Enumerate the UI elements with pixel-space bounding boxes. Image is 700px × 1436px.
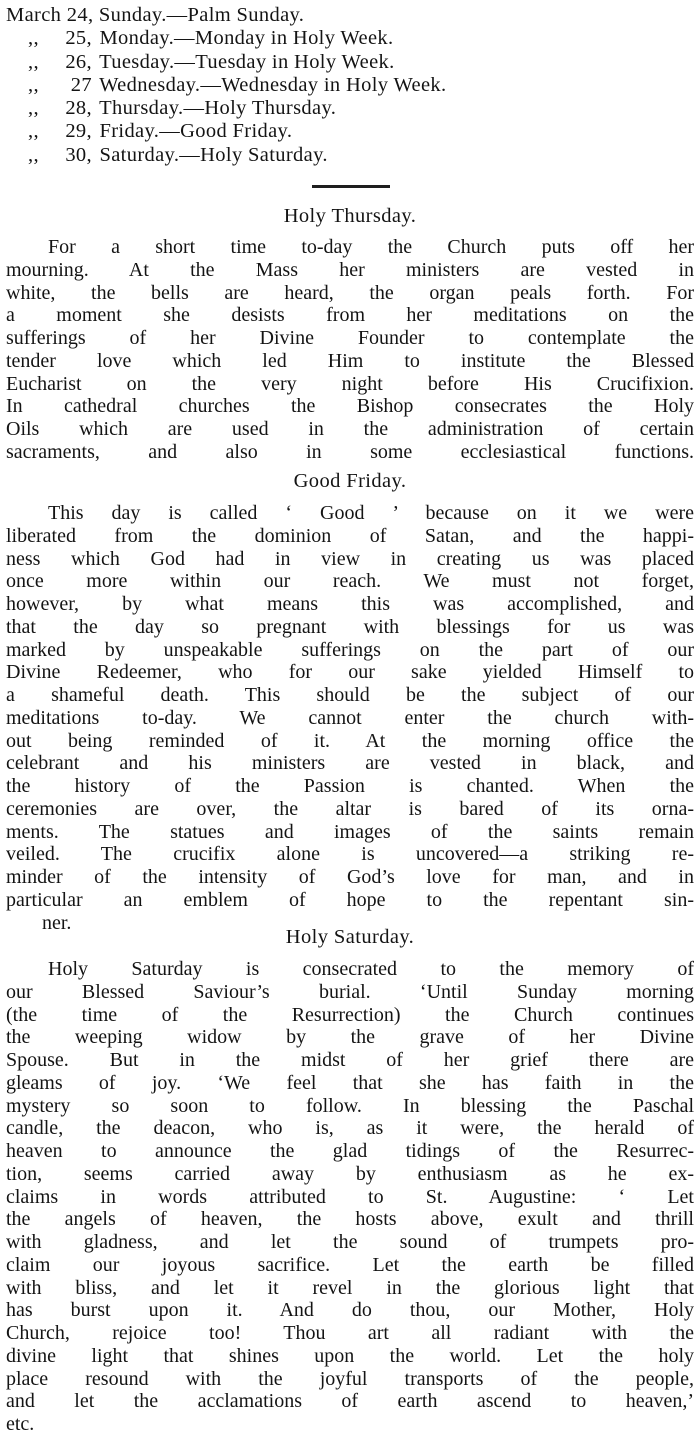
paragraph-line: candle, the deacon, who is, as it were, the herald of [6, 1117, 694, 1140]
paragraph-line: mourning. At the Mass her ministers are vested in [6, 258, 694, 281]
heading-good-friday: Good Friday. [293, 470, 407, 492]
calendar-entry [6, 120, 606, 143]
paragraph-line: sufferings of her Divine Founder to contemplate the [6, 327, 694, 349]
paragraph-line: marked by unspeakable sufferings on the part of our [6, 638, 694, 661]
paragraph-line: Spouse. But in the midst of her grief there are [6, 1049, 694, 1071]
paragraph-line: Church, rejoice too! Thou art all radiant with the [6, 1322, 694, 1344]
paragraph-line: however, by what means this was accomplished, and [6, 593, 694, 615]
section-holy-thursday [6, 236, 694, 464]
calendar-entry [6, 97, 606, 120]
calendar-day: 28, [65, 97, 92, 120]
ditto-mark: ,, [28, 143, 39, 166]
paragraph-line: once more within our reach. We must not forget, [6, 570, 694, 593]
paragraph-line: (the time of the Resurrection) the Church continues [6, 1003, 694, 1026]
section-good-friday [6, 502, 694, 934]
calendar-text: Saturday.—Holy Saturday. [99, 143, 328, 166]
ditto-mark: ,, [28, 50, 39, 73]
calendar-day: 25, [65, 27, 92, 50]
ditto-mark: ,, [28, 27, 39, 50]
paragraph-line: mystery so soon to follow. In blessing the Paschal [6, 1094, 694, 1117]
calendar-text: Sunday.—Palm Sunday. [98, 4, 305, 26]
calendar-entry [6, 144, 606, 167]
paragraph-line: the angels of heaven, the hosts above, exult and thrill [6, 1208, 694, 1231]
ditto-mark: ,, [28, 120, 39, 143]
heading-holy-saturday: Holy Saturday. [285, 926, 415, 948]
paragraph-line: place resound with the joyful transports of the people, [6, 1367, 694, 1390]
paragraph-line: sacraments, and also in some ecclesiastical functions. [6, 440, 694, 463]
paragraph-line: Eucharist on the very night before His Crucifixion. [6, 372, 694, 395]
paragraph-line: This day is called ‘ Good ’ because on it we were [48, 502, 694, 524]
paragraph-line: meditations to-day. We cannot enter the church with- [6, 706, 694, 729]
ditto-mark: ,, [28, 97, 39, 120]
section-divider [312, 185, 390, 188]
calendar-text: Tuesday.—Tuesday in Holy Week. [99, 50, 395, 73]
paragraph-line: celebrant and his ministers are vested in black, and [6, 752, 694, 775]
calendar-day: 29, [65, 120, 92, 143]
paragraph-line: Holy Saturday is consecrated to the memory of [48, 958, 694, 980]
paragraph-line: a moment she desists from her meditations on the [6, 304, 694, 327]
paragraph-line: particular an emblem of hope to the repentant sin- [6, 888, 694, 911]
calendar-entry [6, 74, 606, 97]
paragraph-line: In cathedral churches the Bishop consecrates the Holy [6, 395, 694, 418]
paragraph-line: tion, seems carried away by enthusiasm as he ex- [6, 1162, 694, 1185]
paragraph-line: our Blessed Saviour’s burial. ‘Until Sunday morning [6, 980, 694, 1003]
calendar-day: 27 [70, 73, 92, 96]
paragraph-line: white, the bells are heard, the organ peals forth. For [6, 281, 694, 304]
paragraph-line: heaven to announce the glad tidings of the Resurrec- [6, 1140, 694, 1162]
section-holy-saturday [6, 958, 694, 1436]
paragraph-line: tender love which led Him to institute the Blessed [6, 349, 694, 372]
calendar-entry [6, 4, 606, 27]
calendar-text: Friday.—Good Friday. [99, 120, 293, 143]
paragraph-line: veiled. The crucifix alone is uncovered—a striking re- [6, 843, 694, 866]
paragraph-line: liberated from the dominion of Satan, and the happi- [6, 524, 694, 547]
paragraph-line: Divine Redeemer, who for our sake yielded Himself to [6, 661, 694, 684]
paragraph-line: claim our joyous sacrifice. Let the earth be filled [6, 1253, 694, 1276]
paragraph-line: claims in words attributed to St. Augustine: ‘ Let [6, 1185, 694, 1208]
calendar-entry [6, 27, 606, 50]
paragraph-line: with bliss, and let it revel in the glorious light that [6, 1276, 694, 1299]
calendar-entry [6, 51, 606, 74]
paragraph-line: ness which God had in view in creating us was placed [6, 547, 694, 570]
calendar-day: 26, [65, 50, 92, 73]
paragraph-line: and let the acclamations of earth ascend to heaven,’ [6, 1390, 694, 1413]
paragraph-line: the history of the Passion is chanted. When the [6, 775, 694, 797]
paragraph-line: the weeping widow by the grave of her Divine [6, 1026, 694, 1049]
calendar-day: 24, [66, 4, 94, 26]
paragraph-line: has burst upon it. And do thou, our Mother, Holy [6, 1299, 694, 1322]
paragraph-line: gleams of joy. ‘We feel that she has faith in the [6, 1071, 694, 1094]
calendar-day: 30, [65, 143, 92, 166]
heading-holy-thursday: Holy Thursday. [283, 205, 417, 227]
paragraph-line: Oils which are used in the administration of certain [6, 418, 694, 440]
ditto-mark: ,, [28, 73, 39, 96]
paragraph-line: minder of the intensity of God’s love for man, and in [6, 866, 694, 888]
paragraph-line: that the day so pregnant with blessings for us was [6, 615, 694, 638]
paragraph-line: out being reminded of it. At the morning office the [6, 729, 694, 752]
paragraph-line: ner. [42, 911, 72, 934]
paragraph-line: with gladness, and let the sound of trumpets pro- [6, 1231, 694, 1253]
paragraph-line: etc. [6, 1413, 35, 1435]
paragraph-line: ceremonies are over, the altar is bared of its orna- [6, 797, 694, 820]
paragraph-line: a shameful death. This should be the subject of our [6, 684, 694, 706]
paragraph-line: For a short time to-day the Church puts off her [48, 236, 694, 258]
calendar-text: Thursday.—Holy Thursday. [99, 97, 337, 120]
holy-week-calendar [6, 4, 606, 167]
calendar-text: Wednesday.—Wednesday in Holy Week. [99, 73, 447, 96]
calendar-text: Monday.—Monday in Holy Week. [99, 27, 394, 50]
paragraph-line: ments. The statues and images of the saints remain [6, 820, 694, 843]
paragraph-line: divine light that shines upon the world. Let the holy [6, 1344, 694, 1367]
calendar-month: March [6, 4, 62, 26]
